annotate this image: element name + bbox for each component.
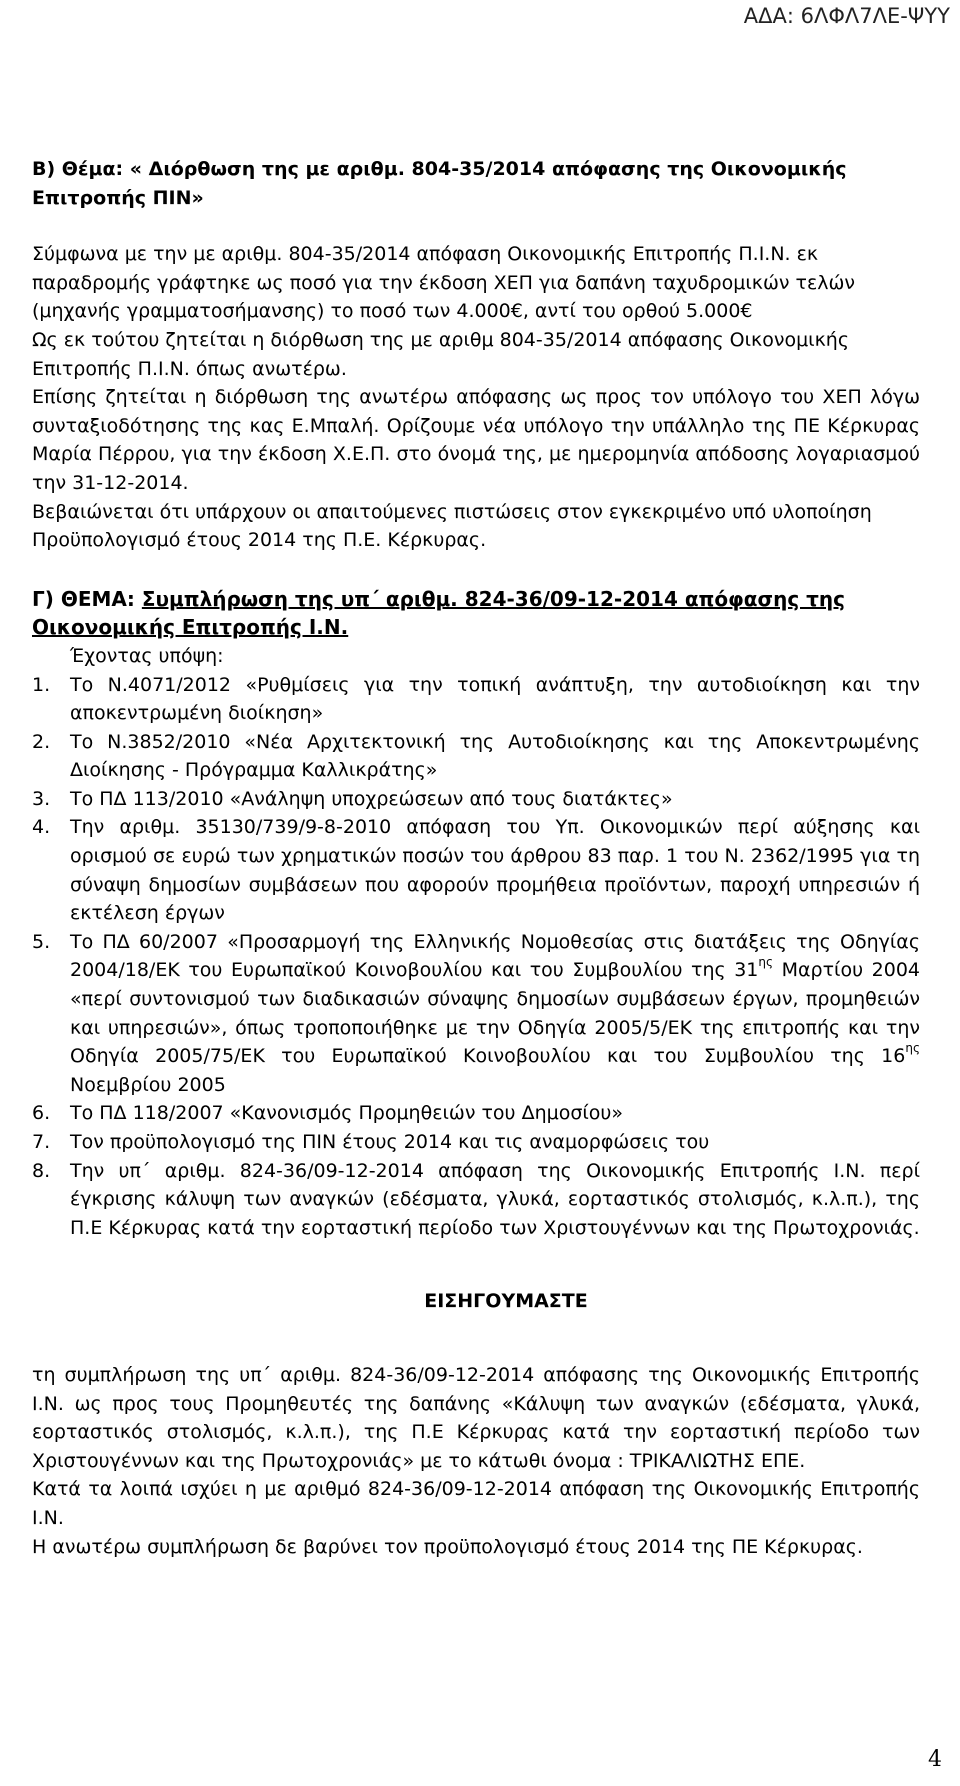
item-text-a: Το ΠΔ 60/2007 «Προσαρμογή της Ελληνικής Νομοθεσίας στις διατάξεις της Οδηγίας 2004/18/ΕΚ του Ευρωπαϊκού Κοινοβουλίου και του Συμβουλίου της 31 xyxy=(70,930,920,982)
section-g-prefix: Γ) ΘΕΜΑ: xyxy=(32,586,142,611)
item-number: 2. xyxy=(32,730,51,753)
item-text: Το Ν.3852/2010 «Νέα Αρχιτεκτονική της Αυτοδιοίκησης και της Αποκεντρωμένης Διοίκησης - Πρόγραμμα Καλλικράτης» xyxy=(70,730,920,782)
proposal-title: ΕΙΣΗΓΟΥΜΑΣΤΕ xyxy=(424,1290,588,1313)
item-number: 8. xyxy=(32,1159,51,1182)
section-b-paragraph-3: Επίσης ζητείται η διόρθωση της ανωτέρω απόφασης ως προς τον υπόλογο του ΧΕΠ λόγω συνταξιοδότησης της κας Ε.Μπαλή. Ορίζουμε νέα υπόλογο την υπάλληλο της ΠΕ Κέρκυρας Μαρία Πέρρου, για την έκδοση Χ.Ε.Π. στο όνομά της, με ημερομηνία απόδοσης λογαριασμού την 31-12-2014. xyxy=(32,386,920,494)
having-regard-label: Έχοντας υπόψη: xyxy=(70,644,224,667)
item-text: Το ΠΔ 118/2007 «Κανονισμός Προμηθειών του Δημοσίου» xyxy=(70,1102,624,1125)
item-number: 6. xyxy=(32,1102,51,1125)
spacer xyxy=(32,1316,920,1361)
list-item xyxy=(32,1157,920,1243)
item-number: 1. xyxy=(32,673,51,696)
ordinal-suffix: ης xyxy=(758,955,774,970)
list-item xyxy=(32,813,920,927)
document-body xyxy=(32,155,920,1561)
section-b-title: Β) Θέμα: « Διόρθωση της με αριθμ. 804-35/2014 απόφασης της Οικονομικής Επιτροπής ΠΙΝ» xyxy=(32,158,847,209)
proposal-paragraph-2: Κατά τα λοιπά ισχύει η με αριθμό 824-36/09-12-2014 απόφαση της Οικονομικής Επιτροπής Ι.Ν. xyxy=(32,1478,920,1529)
list-item xyxy=(32,785,920,814)
spacer xyxy=(32,212,920,240)
proposal-paragraph-3: Η ανωτέρω συμπλήρωση δε βαρύνει τον προϋπολογισμό έτους 2014 της ΠΕ Κέρκυρας. xyxy=(32,1535,863,1558)
spacer xyxy=(32,555,920,585)
item-text: Την αριθμ. 35130/739/9-8-2010 απόφαση του Υπ. Οικονομικών περί αύξησης και ορισμού σε ευρώ των χρηματικών ποσών του άρθρου 83 παρ. 1 του Ν. 2362/1995 για τη σύναψη δημοσίων συμβάσεων που αφορούν προμήθεια προϊόντων, παροχή υπηρεσιών ή εκτέλεση έργων xyxy=(70,816,920,925)
item-text-c: Νοεμβρίου 2005 xyxy=(70,1073,226,1096)
item-text: Το ΠΔ 113/2010 «Ανάληψη υποχρεώσεων από τους διατάκτες» xyxy=(70,787,673,810)
section-g-title xyxy=(32,585,920,642)
page-number: 4 xyxy=(928,1747,942,1772)
list-item xyxy=(32,928,920,1100)
section-b-paragraph-2: Ως εκ τούτου ζητείται η διόρθωση της με αριθμ 804-35/2014 απόφασης Οικονομικής Επιτροπής Π.Ι.Ν. όπως ανωτέρω. xyxy=(32,328,849,380)
item-number: 7. xyxy=(32,1131,51,1153)
section-b-paragraph-4: Βεβαιώνεται ότι υπάρχουν οι απαιτούμενες πιστώσεις στον εγκεκριμένο υπό υλοποίηση Προϋπολογισμό έτους 2014 της Π.Ε. Κέρκυρας. xyxy=(32,500,872,552)
item-text-b: Μαρτίου 2004 «περί συντονισμού των διαδικασιών σύναψης δημοσίων συμβάσεων έργων, προμηθειών και υπηρεσιών», όπως τροποποιήθηκε με την Οδηγία 2005/5/ΕΚ της επιτροπής και την Οδηγία 2005/75/ΕΚ του Ευρωπαϊκού Κοινοβουλίου και του Συμβουλίου της 16 xyxy=(70,959,920,1068)
item-text: Το Ν.4071/2012 «Ρυθμίσεις για την τοπική ανάπτυξη, την αυτοδιοίκηση και την αποκεντρωμένη διοίκηση» xyxy=(70,673,920,725)
ada-header: ΑΔΑ: 6ΛΦΛ7ΛΕ-ΨΥΥ xyxy=(743,4,950,28)
section-g-title-underlined: Συμπλήρωση της υπ΄ αριθμ. 824-36/09-12-2014 απόφασης της Οικονομικής Επιτροπής Ι.Ν. xyxy=(32,586,845,640)
proposal-paragraph-1: τη συμπλήρωση της υπ΄ αριθμ. 824-36/09-12-2014 απόφασης της Οικονομικής Επιτροπής Ι.Ν. ως προς τους Προμηθευτές της δαπάνης «Κάλυψη των αναγκών (εδέσματα, γλυκά, εορταστικός στολισμός, κ.λ.π.), της Π.Ε Κέρκυρας κατά την εορταστική περίοδο των Χριστουγέννων και της Πρωτοχρονιάς» με το κάτωθι όνομα : ΤΡΙΚΑΛΙΩΤΗΣ ΕΠΕ. xyxy=(32,1363,920,1472)
item-number: 3. xyxy=(32,787,51,810)
spacer xyxy=(32,1242,920,1287)
item-number: 5. xyxy=(32,930,51,953)
list-item xyxy=(32,1128,920,1157)
list-item xyxy=(32,671,920,728)
ordinal-suffix: ης xyxy=(905,1040,920,1055)
section-b-paragraph-1: Σύμφωνα με την με αριθμ. 804-35/2014 απόφαση Οικονομικής Επιτροπής Π.Ι.Ν. εκ παραδρομής γράφτηκε ως ποσό για την έκδοση ΧΕΠ για δαπάνη ταχυδρομικών τελών (μηχανής γραμματοσήμανσης) το ποσό των 4.000€, αντί του ορθού 5.000€ xyxy=(32,243,856,323)
list-item xyxy=(32,1099,920,1128)
list-item xyxy=(32,728,920,785)
legal-basis-list xyxy=(32,671,920,1243)
item-text: Τον προϋπολογισμό της ΠΙΝ έτους 2014 και τις αναμορφώσεις του xyxy=(70,1131,710,1153)
item-text: Την υπ΄ αριθμ. 824-36/09-12-2014 απόφαση της Οικονομικής Επιτροπής Ι.Ν. περί έγκρισης κάλυψη των αναγκών (εδέσματα, γλυκά, εορταστικός στολισμός, κ.λ.π.), της Π.Ε Κέρκυρας κατά την εορταστική περίοδο των Χριστουγέννων και της Πρωτοχρονιάς. xyxy=(70,1159,920,1239)
item-number: 4. xyxy=(32,816,51,839)
